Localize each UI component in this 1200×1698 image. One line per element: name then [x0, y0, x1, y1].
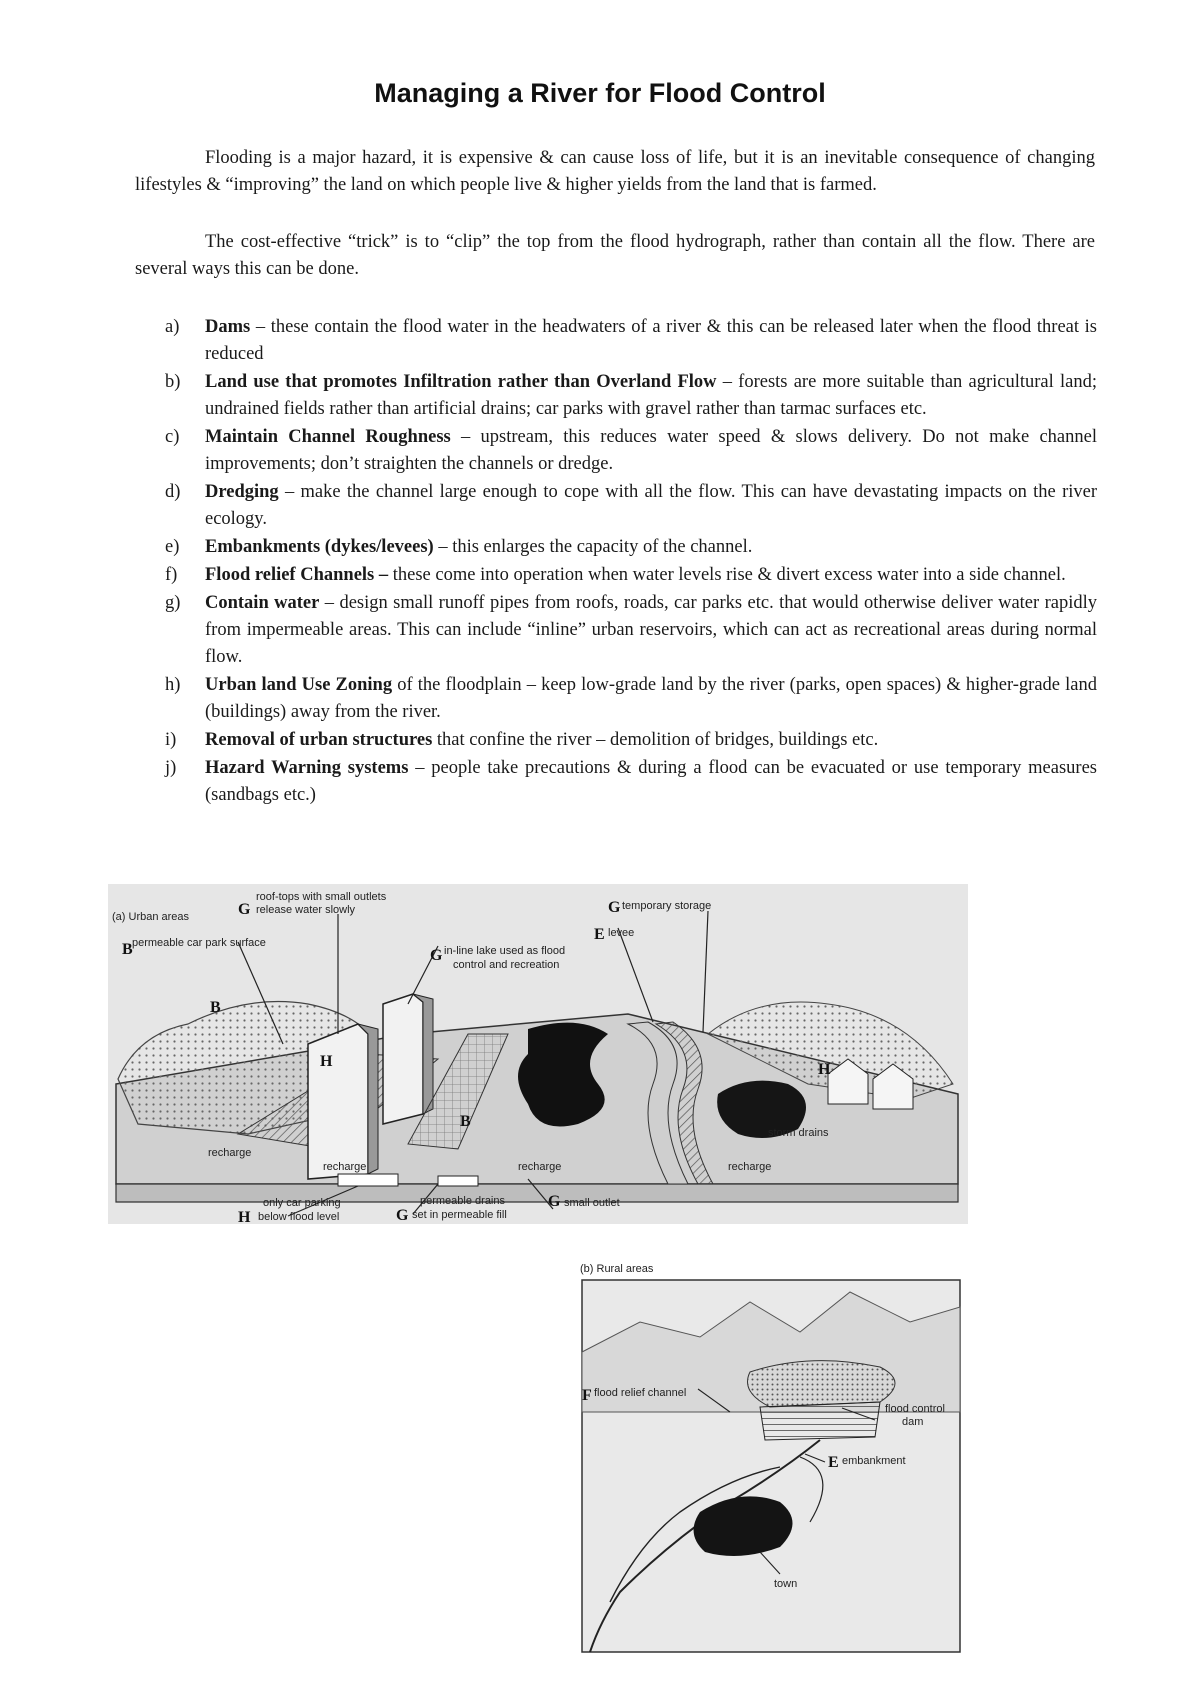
- method-term: Removal of urban structures: [205, 730, 433, 750]
- method-text: – forests are more suitable than agricultural land; undrained fields rather than artificial drains; car parks with gravel rather than tarmac surfaces etc.: [205, 372, 1097, 419]
- list-item: [165, 534, 1097, 561]
- dam-label-1: flood control: [885, 1403, 945, 1415]
- list-item: [165, 424, 1097, 478]
- intro-text-2: The cost-effective “trick” is to “clip” the top from the flood hydrograph, rather than contain all the flow. There are several ways this can be done.: [135, 232, 1095, 279]
- inline-label-1: in-line lake used as flood: [444, 945, 566, 957]
- list-marker: d): [165, 482, 181, 502]
- list-marker: a): [165, 317, 180, 337]
- recharge-label: recharge: [323, 1161, 367, 1173]
- drains-letter: G: [396, 1207, 409, 1224]
- drains-label-1: permeable drains: [420, 1195, 505, 1207]
- h-mark: H: [320, 1053, 333, 1070]
- method-text: – these contain the flood water in the headwaters of a river & this can be released later when the flood threat is reduced: [205, 317, 1097, 364]
- recharge-label: recharge: [728, 1161, 772, 1173]
- temp-label: temporary storage: [622, 900, 712, 912]
- inline-label-2: control and recreation: [453, 959, 560, 971]
- method-text: of the floodplain – keep low-grade land by the river (parks, open spaces) & higher-grade land (buildings) away from the river.: [205, 675, 1097, 722]
- list-item: [165, 314, 1097, 368]
- method-term: Maintain Channel Roughness: [205, 427, 451, 447]
- list-marker: j): [165, 758, 177, 778]
- dam-label-2: dam: [902, 1416, 924, 1428]
- page-title: Managing a River for Flood Control: [374, 78, 826, 108]
- method-term: Urban land Use Zoning: [205, 675, 393, 695]
- storm-drains-label: storm drains: [768, 1127, 829, 1139]
- carpark-letter: B: [122, 941, 133, 958]
- method-text: – upstream, this reduces water speed & slows delivery. Do not make channel improvements; don’t straighten the channels or dredge.: [205, 427, 1097, 474]
- method-term: Contain water: [205, 593, 320, 613]
- drain-box: [438, 1176, 478, 1186]
- parking-label-1: only car parking: [263, 1197, 341, 1209]
- parking-letter: H: [238, 1209, 251, 1224]
- list-marker: b): [165, 372, 181, 392]
- drain-box: [338, 1174, 398, 1186]
- levee-label: levee: [608, 927, 635, 939]
- urban-areas-diagram: [108, 884, 968, 1224]
- b-lower-mark: B: [460, 1113, 471, 1130]
- carpark-label: permeable car park surface: [132, 937, 266, 949]
- rural-caption: (b) Rural areas: [580, 1263, 654, 1275]
- flood-control-dam: [760, 1402, 880, 1440]
- method-term: Embankments (dykes/levees): [205, 537, 434, 557]
- drains-label-2: set in permeable fill: [412, 1209, 507, 1221]
- parking-label-2: below flood level: [258, 1211, 340, 1223]
- emb-letter: E: [828, 1454, 839, 1471]
- ground-front: [116, 1184, 958, 1202]
- recharge-label: recharge: [208, 1147, 252, 1159]
- outlet-letter: G: [548, 1193, 561, 1210]
- intro-text-1: Flooding is a major hazard, it is expensive & can cause loss of life, but it is an inevitable consequence of changing lifestyles & “improving” the land on which people live & higher yields from the land that is farmed.: [135, 148, 1095, 195]
- method-text: – people take precautions & during a flood can be evacuated or use temporary measures (sandbags etc.): [205, 758, 1097, 805]
- list-item: [165, 755, 1097, 809]
- list-item: [165, 369, 1097, 423]
- list-item: [165, 479, 1097, 533]
- rural-areas-diagram: [580, 1262, 965, 1657]
- method-text: that confine the river – demolition of bridges, buildings etc.: [432, 730, 879, 750]
- temp-letter: G: [608, 899, 621, 916]
- list-item: [165, 590, 1097, 671]
- list-marker: i): [165, 730, 177, 750]
- rooftops-label-2: release water slowly: [256, 904, 356, 916]
- relief-label: flood relief channel: [594, 1387, 687, 1399]
- list-marker: g): [165, 593, 181, 613]
- method-text: these come into operation when water levels rise & divert excess water into a side channel.: [388, 565, 1066, 585]
- list-marker: f): [165, 565, 178, 585]
- urban-caption: (a) Urban areas: [112, 911, 190, 923]
- methods-list: [165, 314, 1097, 810]
- intro-paragraph-1: [135, 145, 1095, 199]
- emb-label: embankment: [842, 1455, 906, 1467]
- method-text: – make the channel large enough to cope with all the flow. This can have devastating impacts on the river ecology.: [205, 482, 1097, 529]
- method-text: – this enlarges the capacity of the channel.: [433, 537, 753, 557]
- method-text: – design small runoff pipes from roofs, roads, car parks etc. that would otherwise deliver water rapidly from impermeable areas. This can include “inline” urban reservoirs, which can act as recreational areas during normal flow.: [205, 593, 1097, 667]
- method-term: Dredging: [205, 482, 279, 502]
- levee-letter: E: [594, 926, 605, 943]
- list-item: [165, 562, 1097, 589]
- method-term: Flood relief Channels –: [205, 565, 389, 585]
- inline-letter: G: [430, 947, 443, 964]
- relief-letter: F: [582, 1387, 592, 1404]
- list-marker: h): [165, 675, 181, 695]
- town-label: town: [774, 1578, 798, 1590]
- h-right-mark: H: [818, 1061, 831, 1078]
- list-marker: e): [165, 537, 180, 557]
- reservoir: [748, 1361, 896, 1407]
- intro-paragraph-2: [135, 229, 1095, 283]
- method-term: Land use that promotes Infiltration rather than Overland Flow: [205, 372, 717, 392]
- method-term: Dams: [205, 317, 251, 337]
- list-item: [165, 672, 1097, 726]
- b-mark: B: [210, 999, 221, 1016]
- list-marker: c): [165, 427, 180, 447]
- rural-areas-figure: [580, 1262, 965, 1657]
- list-item: [165, 727, 1097, 754]
- outlet-label: small outlet: [564, 1197, 620, 1209]
- rooftops-letter: G: [238, 901, 251, 918]
- method-term: Hazard Warning systems: [205, 758, 409, 778]
- recharge-label: recharge: [518, 1161, 562, 1173]
- rooftops-label-1: roof-tops with small outlets: [256, 891, 387, 903]
